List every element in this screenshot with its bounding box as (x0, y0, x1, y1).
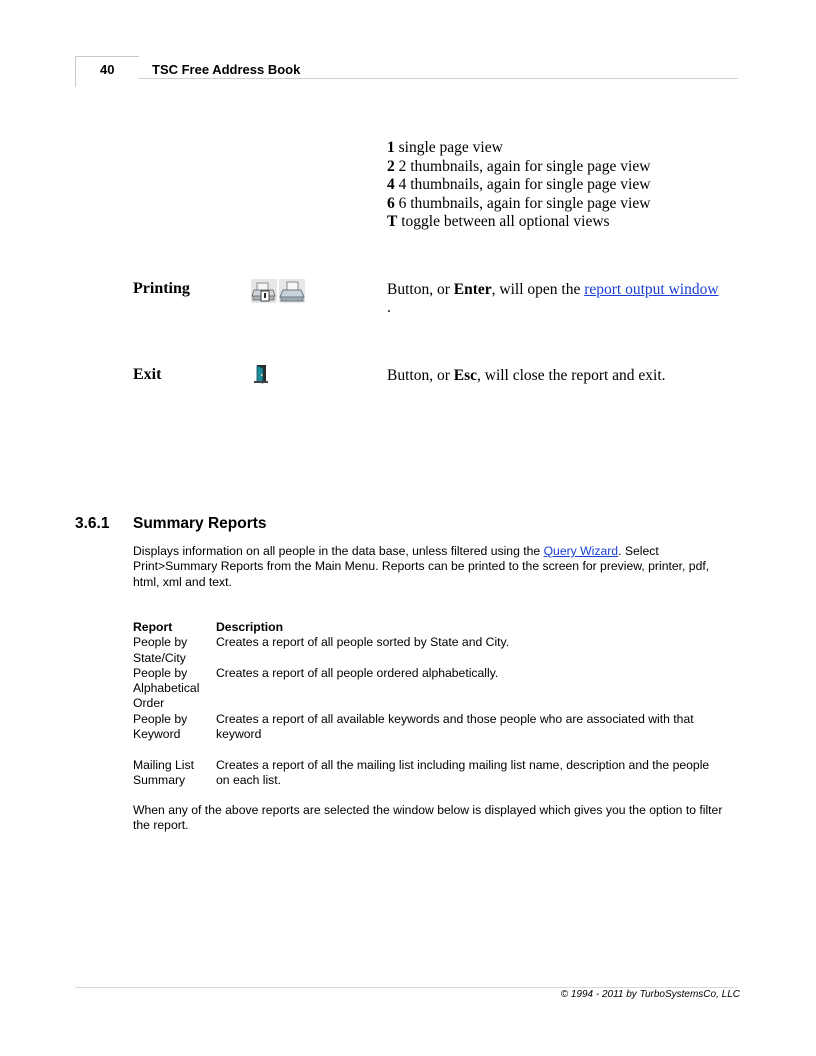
view-key-text: 4 thumbnails, again for single page view (394, 176, 651, 193)
table-row (133, 712, 726, 743)
report-name: Mailing List Summary (133, 757, 194, 787)
printing-desc-mid: , will open the (491, 281, 585, 298)
reports-table (133, 620, 726, 788)
printing-desc-after: . (387, 299, 391, 316)
exit-door-icon (253, 364, 269, 384)
section-number: 3.6.1 (75, 515, 110, 532)
page-number: 40 (100, 62, 115, 77)
section-intro (133, 544, 723, 590)
table-row (133, 666, 726, 712)
view-key-text: single page view (394, 139, 503, 156)
view-key-item (387, 139, 650, 158)
view-key: 6 (387, 194, 395, 212)
view-key: 2 (387, 157, 395, 175)
footer-rule (75, 987, 738, 988)
table-header-row (133, 620, 726, 635)
report-description: Creates a report of all people ordered alphabetically. (216, 665, 499, 680)
report-description: Creates a report of all people sorted by State and City. (216, 635, 510, 650)
section-title: Summary Reports (133, 515, 267, 532)
row-spacer (133, 742, 726, 757)
view-key-text: 2 thumbnails, again for single page view (394, 157, 651, 175)
document-title: TSC Free Address Book (152, 62, 301, 77)
report-name: People by Keyword (133, 711, 188, 742)
view-key-text: toggle between all optional views (397, 213, 610, 230)
view-key: 4 (387, 176, 395, 193)
view-key-item (387, 158, 650, 177)
enter-key: Enter (453, 281, 492, 298)
report-name: People by State/City (133, 635, 188, 665)
view-key: 1 (387, 139, 395, 156)
printing-icons (251, 279, 306, 305)
description-column-header: Description (216, 620, 284, 634)
exit-desc-after: , will close the report and exit. (477, 367, 666, 384)
printer-icon (279, 279, 305, 303)
closing-paragraph: When any of the above reports are selected the window below is displayed which gives you the option to filter the report. (133, 803, 723, 833)
query-wizard-link[interactable]: Query Wizard (543, 544, 619, 558)
view-key-item (387, 195, 650, 214)
view-key-item (387, 176, 650, 195)
report-column-header: Report (133, 620, 173, 634)
intro-text-before: Displays information on all people in the data base, unless filtered using the (133, 544, 544, 558)
report-description: Creates a report of all the mailing list including mailing list name, description and the people on each list. (216, 757, 710, 787)
view-keys-list (387, 139, 650, 232)
report-output-window-link[interactable]: report output window (584, 281, 719, 298)
view-key-text: 6 thumbnails, again for single page view (394, 194, 651, 212)
copyright-footer: © 1994 - 2011 by TurboSystemsCo, LLC (560, 989, 740, 1000)
view-key-item (387, 213, 650, 232)
table-row (133, 635, 726, 666)
print-preview-icon (251, 279, 277, 303)
intro-text-after: . Select Print>Summary Reports from the Main Menu. Reports can be printed to the screen for preview, printer, pdf, html, xml and text. (133, 544, 710, 589)
exit-label: Exit (133, 366, 162, 383)
exit-description (387, 367, 737, 385)
header-rule (138, 78, 738, 79)
report-description: Creates a report of all available keywords and those people who are associated with that keyword (216, 711, 694, 742)
printing-desc-before: Button, or (387, 281, 454, 298)
report-name: People by Alphabetical Order (133, 665, 200, 711)
view-key: T (387, 213, 398, 230)
table-row (133, 758, 726, 789)
esc-key: Esc (453, 367, 477, 384)
printing-label: Printing (133, 280, 190, 297)
printing-description (387, 281, 737, 317)
exit-desc-before: Button, or (387, 367, 454, 384)
